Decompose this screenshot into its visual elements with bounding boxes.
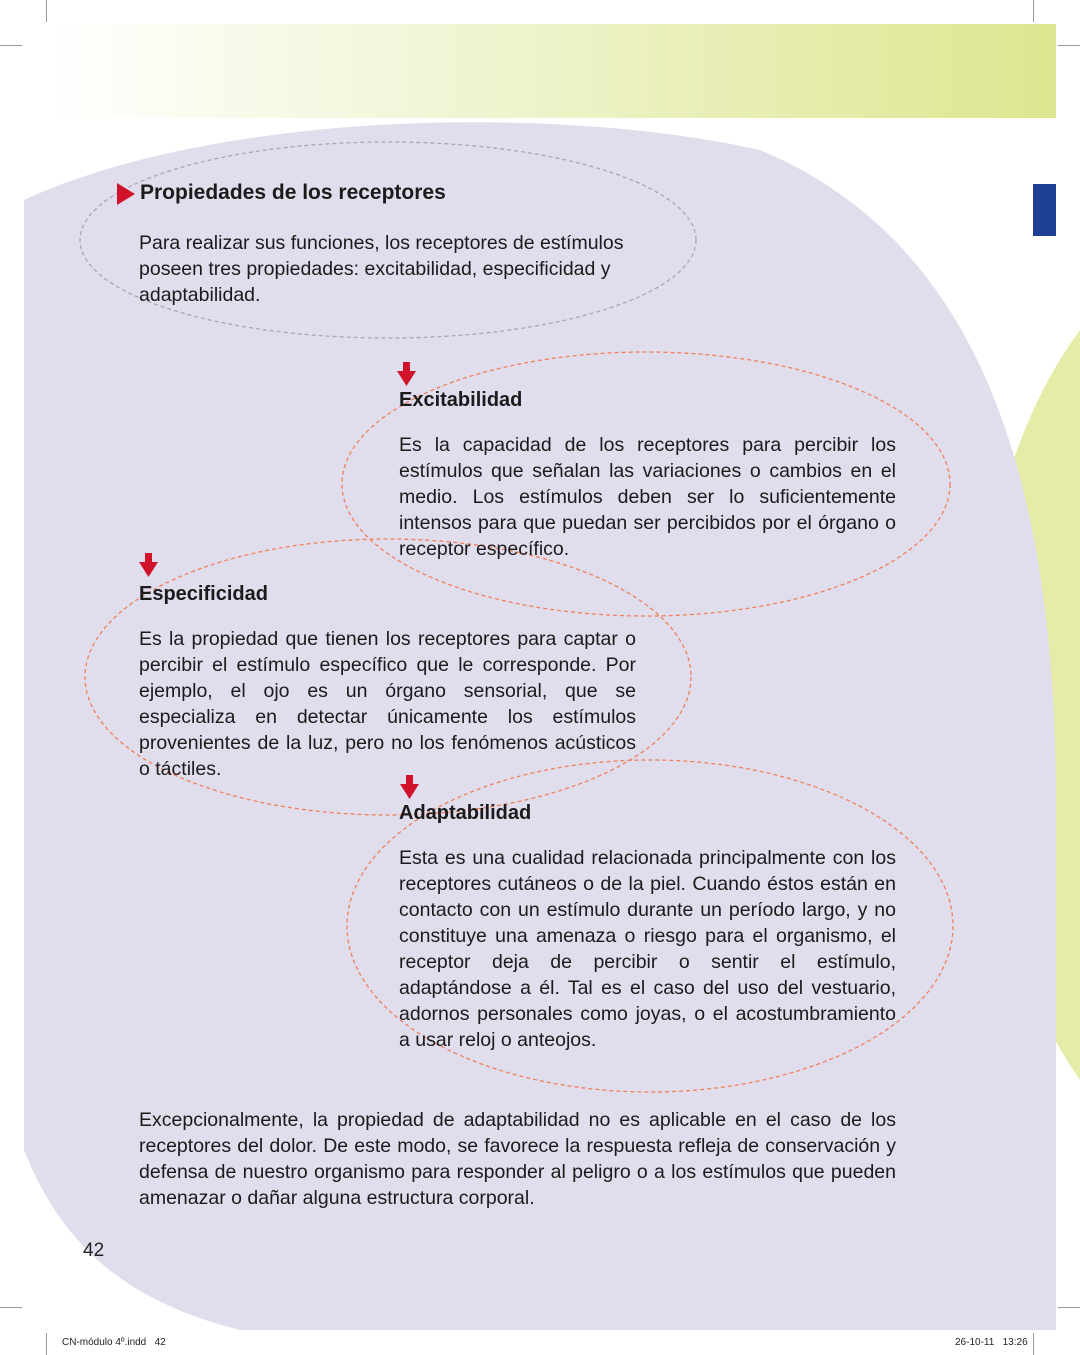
crop-mark — [1033, 0, 1034, 22]
footer-file-name: CN-módulo 4º.indd 42 — [62, 1337, 166, 1348]
crop-mark — [46, 1333, 47, 1355]
closing-paragraph: Excepcionalmente, la propiedad de adaptabilidad no es aplicable en el caso de los receptores del dolor. De este modo, se favorece la respuesta refleja de conservación y defensa de nuestro organismo para responder al peligro o a los estímulos que pueden amenazar o dañar alguna estructura corporal. — [139, 1109, 896, 1209]
adaptabilidad-body: Esta es una cualidad relacionada principalmente con los receptores cutáneos o de la piel. Cuando éstos están en contacto con un estímulo durante un período largo, y no constituye una amenaza o riesgo para el organismo, el receptor deja de percibir o sentir el estímulo, adaptándose a él. Tal es el caso del uso del vestuario, adornos personales como joyas, o el acostumbramiento a usar reloj o anteojos. — [399, 847, 896, 1051]
section-title: Propiedades de los receptores — [140, 181, 446, 204]
section-tab-marker — [1033, 184, 1056, 236]
excitabilidad-title: Excitabilidad — [399, 389, 523, 411]
page-number: 42 — [83, 1240, 105, 1261]
crop-mark — [46, 0, 47, 22]
header-banner — [46, 24, 1056, 118]
especificidad-title: Especificidad — [139, 583, 268, 605]
section-intro: Para realizar sus funciones, los receptores de estímulos poseen tres propiedades: excitabilidad, especificidad y adaptabilidad. — [139, 232, 624, 306]
footer-date: 26-10-11 13:26 — [955, 1337, 1028, 1348]
crop-mark — [1058, 45, 1080, 46]
crop-mark — [1058, 1307, 1080, 1308]
crop-mark — [1033, 1333, 1034, 1355]
crop-mark — [0, 1307, 22, 1308]
adaptabilidad-title: Adaptabilidad — [399, 802, 532, 824]
especificidad-body: Es la propiedad que tienen los receptores para captar o percibir el estímulo específico que le corresponde. Por ejemplo, el ojo es un órgano sensorial, que se especializa en detectar únicamente los estímulos provenientes de la luz, pero no los fenómenos acústicos o táctiles. — [139, 628, 636, 780]
crop-mark — [0, 45, 22, 46]
excitabilidad-body: Es la capacidad de los receptores para percibir los estímulos que señalan las variaciones o cambios en el medio. Los estímulos deben ser lo suficientemente intensos para que puedan ser percibidos por el órgano o receptor específico. — [399, 434, 896, 560]
